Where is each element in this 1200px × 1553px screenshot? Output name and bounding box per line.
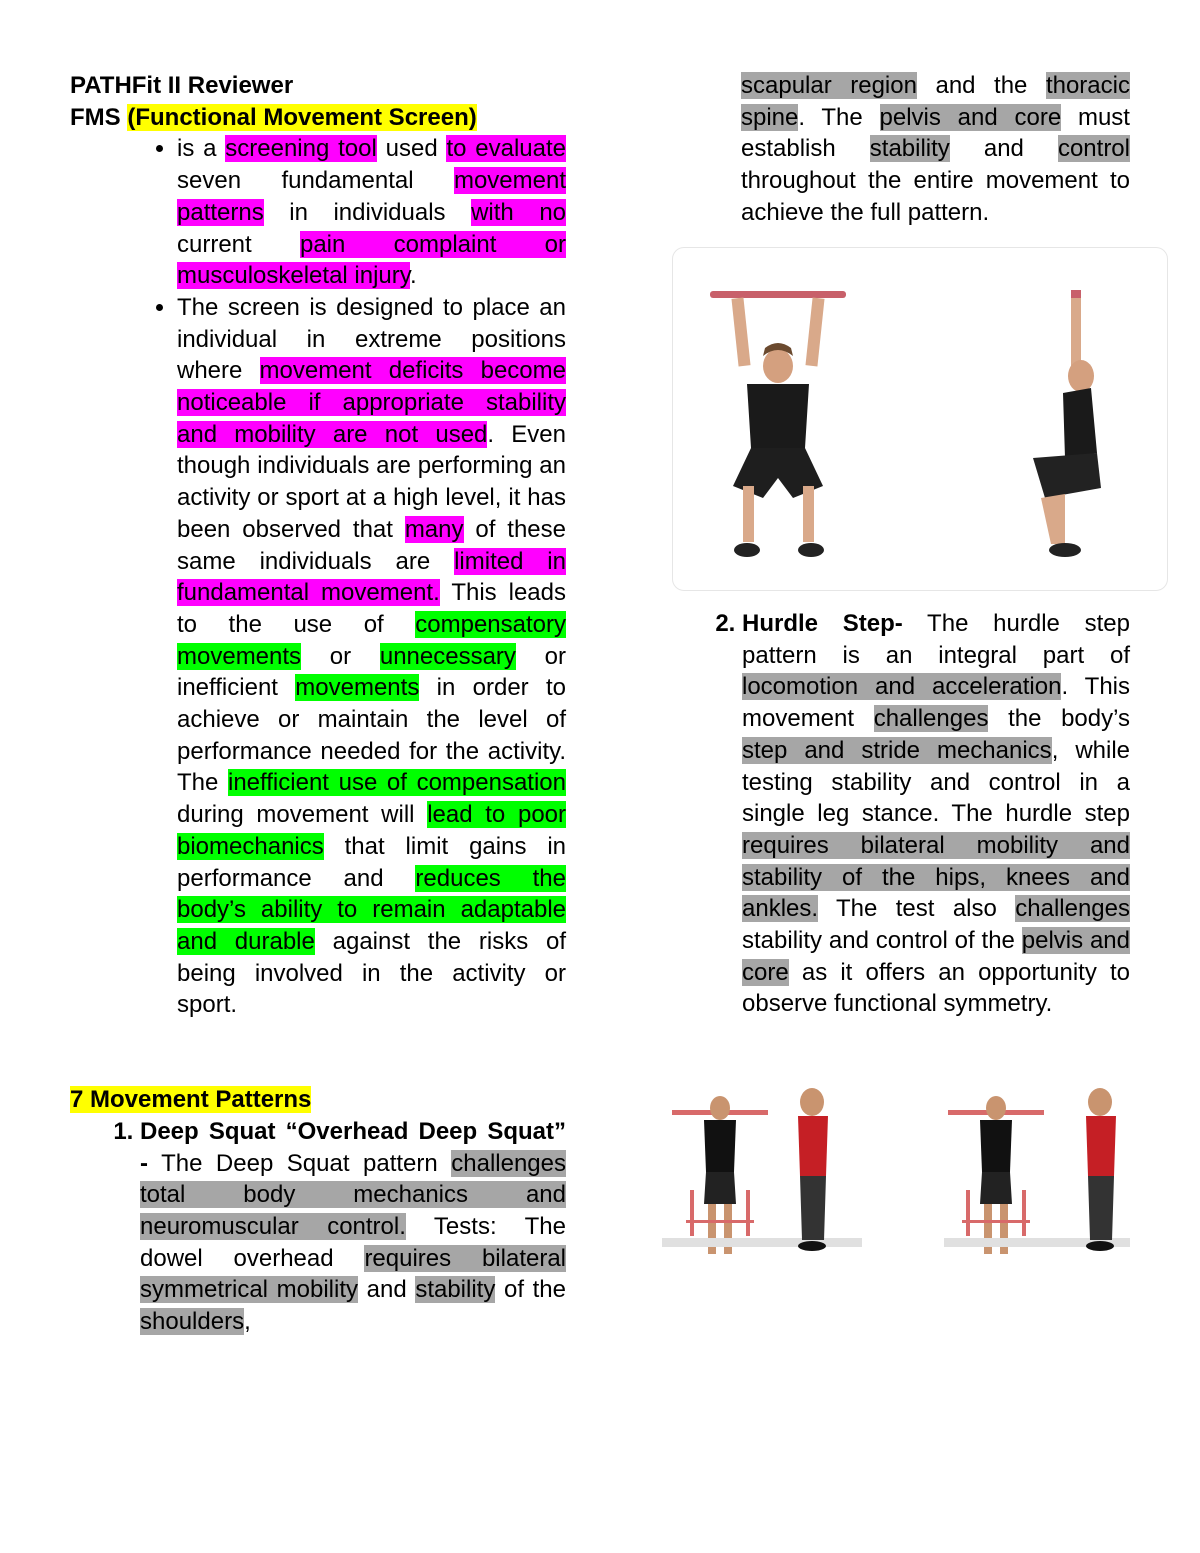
text-segment: shoulders (140, 1308, 245, 1336)
fms-bullet-list (70, 133, 566, 1021)
text-segment: is a (177, 135, 226, 163)
deep-squat-image (672, 247, 1168, 591)
text-segment: , (244, 1308, 251, 1336)
text-segment: of these same individuals are (177, 515, 566, 575)
spacer (70, 1021, 566, 1084)
text-segment: . The (798, 103, 880, 131)
text-segment: current (177, 230, 300, 258)
fms-prefix: FMS (70, 103, 121, 131)
text-segment: screening tool (225, 135, 377, 163)
text-segment: or inefficient (177, 642, 566, 702)
deep-squat-continuation (672, 70, 1130, 229)
text-segment: , while testing stability and control in a single leg stance. The hurdle step (742, 736, 1131, 828)
right-column (672, 70, 1130, 229)
movement-patterns-list (70, 1116, 566, 1338)
left-column (70, 70, 566, 1338)
text-segment: pelvis and core (879, 103, 1062, 131)
text-segment: during movement will (177, 801, 428, 829)
text-segment: with no (471, 198, 567, 226)
text-segment: Deep Squat “Overhead Deep Squat” - (140, 1117, 566, 1177)
text-segment: challenges (873, 705, 989, 733)
side-view-figure (1033, 290, 1101, 557)
text-segment: movements (295, 674, 420, 702)
text-segment: or (301, 642, 380, 670)
text-segment: and (358, 1276, 416, 1304)
text-segment: . This movement (742, 673, 1130, 733)
text-segment: that limit gains in performance and (177, 832, 566, 892)
text-segment: throughout the entire movement to achieve the full pattern. (741, 167, 1130, 226)
text-segment: movement patterns (177, 167, 566, 226)
text-segment: pain complaint or musculoskeletal injury (177, 230, 566, 290)
document-title: PATHFit II Reviewer (70, 72, 294, 99)
text-segment: . Even though individuals are performing an activity or sport at a high level, it has been observed that (177, 420, 566, 543)
text-segment: and the (916, 72, 1046, 99)
text-segment: many (404, 515, 464, 543)
text-segment: The Deep Squat pattern (148, 1149, 452, 1177)
text-segment: movement deficits become noticeable if appropriate stability and mobility are not used (177, 357, 566, 448)
text-segment: must establish (741, 103, 1130, 163)
text-segment: lead to poor biomechanics (177, 801, 567, 860)
text-segment: challenges total body mechanics and neuromuscular control. (140, 1149, 566, 1240)
text-segment: limited in fundamental movement. (177, 547, 566, 607)
text-segment: seven fundamental (177, 167, 454, 195)
text-segment: locomotion and acceleration (742, 673, 1062, 701)
text-segment: pelvis and core (742, 927, 1131, 986)
text-segment: thoracic spine (741, 72, 1130, 131)
text-segment: control (1057, 135, 1130, 163)
text-segment: Tests: The dowel overhead (140, 1212, 566, 1272)
text-segment: stability (415, 1276, 496, 1304)
text-segment: . (409, 262, 417, 290)
right-column-hurdle (672, 608, 1130, 1020)
text-segment: requires bilateral mobility and stability of the hips, knees and ankles. (742, 831, 1130, 923)
hurdle-step-illustration (660, 1080, 1130, 1270)
pattern-item-deep-squat (140, 1116, 566, 1338)
text-segment: This leads to the use of (177, 579, 566, 638)
bullet-item-screen-design (177, 292, 566, 1021)
text-segment: inefficient use of compensation (228, 769, 566, 797)
fms-full-name: (Functional Movement Screen) (127, 103, 477, 131)
text-segment: scapular region (741, 72, 917, 99)
movement-patterns-list-continued (672, 608, 1130, 1020)
text-segment: against the risks of being involved in the activity or sport. (177, 927, 567, 1019)
text-segment: step and stride mechanics (742, 736, 1052, 764)
text-segment: The hurdle step pattern is an integral part of (742, 610, 1130, 669)
text-segment: compensatory movements (177, 610, 566, 670)
text-segment: The screen is designed to place an individual in extreme positions where (177, 293, 566, 385)
text-segment: requires bilateral symmetrical mobility (140, 1244, 567, 1304)
text-segment: challenges (1015, 895, 1130, 923)
text-segment: reduces the body’s ability to remain adaptable and durable (177, 864, 566, 955)
text-segment: stability (869, 135, 950, 163)
text-segment: and (949, 135, 1058, 163)
text-segment: stability and control of the (742, 927, 1022, 955)
hurdle-step-images (660, 1080, 1130, 1270)
front-view-figure (710, 291, 846, 557)
section-heading-movement-patterns (70, 1084, 566, 1116)
section-heading-text: 7 Movement Patterns (70, 1086, 312, 1114)
text-segment: the body’s (988, 705, 1131, 733)
bullet-item-screening-tool (177, 133, 566, 292)
text-segment: as it offers an opportunity to observe functional symmetry. (742, 958, 1130, 1018)
text-segment: The test also (818, 895, 1016, 923)
deep-squat-illustration (673, 248, 1167, 590)
text-segment: Hurdle Step- (742, 610, 903, 637)
text-segment: used (376, 135, 447, 163)
fms-heading (70, 102, 566, 134)
text-segment: of the (495, 1276, 566, 1304)
hurdle-front-figure-left (662, 1096, 862, 1254)
hurdle-side-figure-left (798, 1088, 828, 1251)
pattern-item-hurdle-step (742, 608, 1130, 1020)
text-segment: in order to achieve or maintain the level of performance needed for the activity. The (177, 674, 566, 797)
hurdle-side-figure-right (1086, 1088, 1116, 1251)
text-segment: to evaluate (446, 135, 566, 163)
text-segment: in individuals (263, 198, 472, 226)
text-segment: unnecessary (379, 642, 516, 670)
